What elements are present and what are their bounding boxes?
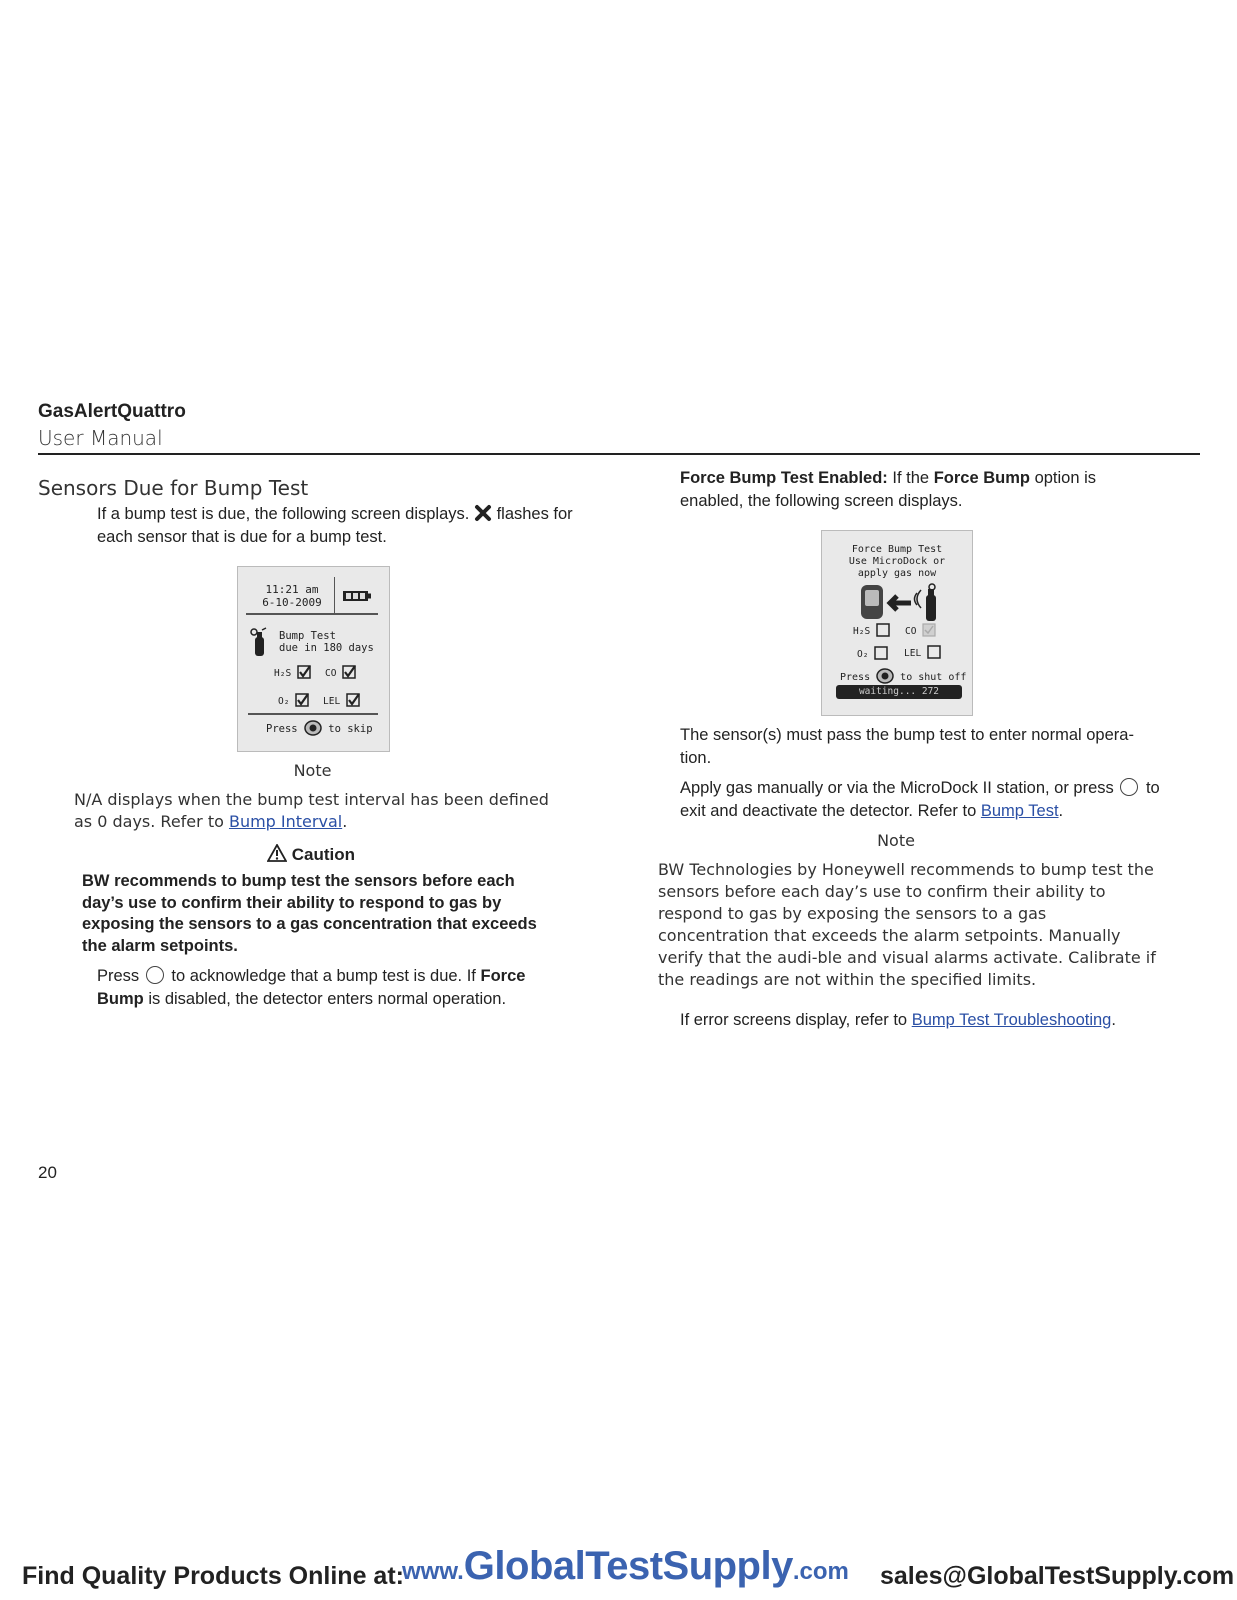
- screen-rule-bottom: [248, 713, 378, 715]
- bump-due-message: [279, 630, 374, 654]
- waiting-countdown-bar: waiting... 272: [836, 685, 962, 699]
- caution-text: BW recommends to bump test the sensors before each day’s use to confirm their ability to respond to gas by exposing the sensors to a gas concentration that exceeds the alarm setpoints.: [82, 872, 537, 955]
- screen-line3: apply gas now: [857, 568, 937, 579]
- acknowledge-paragraph: [97, 965, 557, 1011]
- footer-email[interactable]: sales@GlobalTestSupply.com: [880, 1562, 1235, 1590]
- bump-interval-link[interactable]: Bump Interval: [228, 812, 343, 831]
- intro-paragraph: [97, 503, 587, 549]
- power-button-icon: [304, 720, 322, 739]
- press-text: Press: [840, 672, 871, 683]
- button-circle-icon: [1120, 778, 1138, 796]
- footer-find-text: Find Quality Products Online at:: [22, 1562, 404, 1590]
- header-rule: [38, 453, 1200, 455]
- apply-gas-paragraph: Apply gas manually or via the MicroDock II station, or press to exit and deactivate the detector. Refer to Bump Test.: [680, 779, 1160, 820]
- force-bump-screen: [821, 530, 973, 716]
- sensor-co: [905, 623, 936, 640]
- caution-heading: [267, 843, 355, 868]
- press-text-a: Press: [97, 967, 140, 985]
- checked-box-icon: [297, 665, 311, 682]
- screen-clock: [250, 583, 334, 609]
- force-bump-heading: Force Bump Test Enabled:: [680, 469, 888, 487]
- sensor-lel: [904, 645, 941, 662]
- bump-due-line2: due in 180 days: [279, 642, 374, 654]
- force-bump-message: [822, 544, 972, 580]
- checked-box-icon: [342, 665, 356, 682]
- error-text-a: If error screens display, refer to: [680, 1011, 908, 1029]
- note-label-right: Note: [877, 831, 915, 850]
- must-pass-paragraph: The sensor(s) must pass the bump test to enter normal opera-tion.: [680, 726, 1134, 767]
- sensor-label: CO: [905, 626, 917, 637]
- screen-divider: [334, 577, 335, 613]
- screen-line2: Use MicroDock or: [848, 556, 946, 567]
- footer-site-name: GlobalTestSupply: [463, 1544, 793, 1588]
- checked-box-icon: [346, 693, 360, 710]
- footer-com: .com: [792, 1558, 849, 1585]
- sensor-lel: [323, 693, 360, 710]
- intro-text-a: If a bump test is due, the following screen displays.: [97, 505, 470, 523]
- empty-box-icon: [876, 623, 890, 640]
- apply-text-b: to exit and deactivate the detector. Refer to: [680, 779, 1160, 820]
- force-text-a: If the: [892, 469, 930, 487]
- error-screens-paragraph: If error screens display, refer to Bump Test Troubleshooting.: [680, 1011, 1116, 1029]
- press-text-c: is disabled, the detector enters normal operation.: [148, 990, 507, 1008]
- screen-date: 6-10-2009: [262, 596, 322, 609]
- section-title: Sensors Due for Bump Test: [38, 476, 309, 500]
- sensor-label: LEL: [904, 648, 922, 659]
- sensor-label: O₂: [857, 649, 869, 660]
- bump-due-screen: [237, 566, 390, 752]
- sensor-h2s: [853, 623, 890, 640]
- sensor-h2s: [274, 665, 311, 682]
- caution-label: Caution: [291, 845, 356, 864]
- skip-prompt: [266, 720, 373, 739]
- bump-test-troubleshooting-link[interactable]: Bump Test Troubleshooting: [911, 1011, 1112, 1029]
- sensor-o2: [857, 646, 888, 663]
- sensor-co: [325, 665, 356, 682]
- force-bump-term: Force Bump: [97, 967, 526, 1008]
- apply-text-a: Apply gas manually or via the MicroDock II station, or press: [680, 779, 1114, 797]
- note-text-right: BW Technologies by Honeywell recommends to bump test the sensors before each day’s use to confirm their ability to respond to gas by exposing the sensors to a gas concentration that exceeds the alarm setpoints. Manually verify that the audi-ble and visual alarms activate. Calibrate if the readings are not within the specified limits.: [658, 860, 1156, 989]
- intro-text-b: flashes for each sensor that is due for a bump test.: [97, 505, 573, 546]
- force-text-b: option is enabled, the following screen displays.: [680, 469, 1097, 510]
- empty-box-icon: [927, 645, 941, 662]
- sensor-label: LEL: [323, 696, 341, 707]
- screen-rule-top: [246, 613, 378, 615]
- note-label-left: Note: [293, 761, 332, 780]
- brand-title: GasAlertQuattro: [38, 401, 186, 422]
- force-bump-paragraph: [680, 467, 1150, 513]
- empty-box-icon: [874, 646, 888, 663]
- note-text-a: N/A displays when the bump test interval has been defined as 0 days. Refer to: [74, 790, 549, 831]
- sensor-o2: [278, 693, 309, 710]
- press-text-b: to acknowledge that a bump test is due. If: [171, 967, 476, 985]
- screen-time: 11:21 am: [265, 583, 319, 596]
- sensor-label: CO: [325, 668, 337, 679]
- press-text: Press: [266, 723, 298, 735]
- skip-text: to skip: [328, 723, 373, 735]
- battery-icon: [342, 587, 372, 606]
- shutoff-text: to shut off: [900, 672, 967, 683]
- page-number: 20: [38, 1163, 57, 1182]
- manual-subtitle: User Manual: [38, 426, 163, 450]
- bump-test-link[interactable]: Bump Test: [980, 802, 1059, 820]
- detector-gas-apply-icon: [859, 583, 945, 627]
- screen-line1: Force Bump Test: [851, 544, 943, 555]
- footer-website-link[interactable]: [402, 1544, 849, 1589]
- gas-cylinder-icon: [250, 627, 268, 661]
- footer-www: www.: [402, 1558, 464, 1585]
- sensor-label: O₂: [278, 696, 290, 707]
- force-bump-term: Force Bump: [933, 469, 1030, 487]
- sensor-label: H₂S: [274, 668, 292, 679]
- checked-box-icon: [295, 693, 309, 710]
- sensor-label: H₂S: [853, 626, 871, 637]
- greyed-check-box-icon: [922, 623, 936, 640]
- x-mark-icon: [474, 504, 492, 522]
- warning-triangle-icon: [267, 844, 287, 868]
- button-circle-icon: [146, 966, 164, 984]
- bump-due-line1: Bump Test: [279, 630, 336, 642]
- note-text-left: N/A displays when the bump test interval has been defined as 0 days. Refer to Bump Interval.: [74, 790, 549, 831]
